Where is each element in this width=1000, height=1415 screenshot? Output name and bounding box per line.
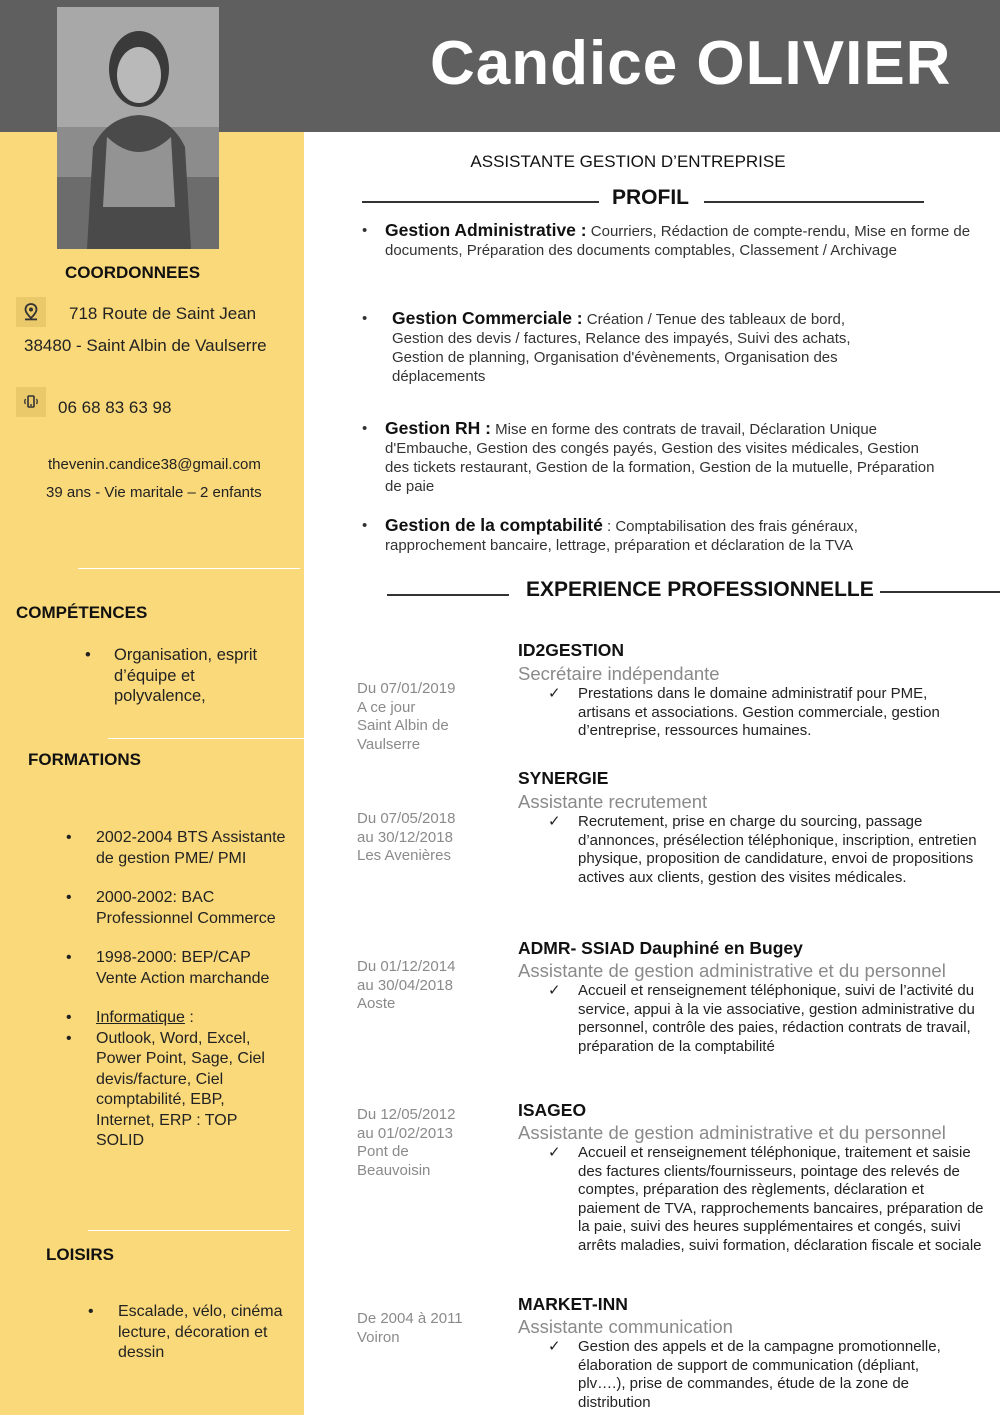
job-role: Assistante recrutement bbox=[518, 791, 708, 812]
job-date: De 2004 à 2011 Voiron bbox=[357, 1310, 463, 1346]
job-role: Assistante de gestion administrative et du personnel bbox=[518, 960, 946, 981]
job-date: Du 12/05/2012 au 01/02/2013 Pont de Beauvoisin bbox=[357, 1106, 456, 1179]
job-title: ASSISTANTE GESTION D’ENTREPRISE bbox=[470, 152, 786, 171]
formations-list bbox=[66, 828, 286, 1152]
address-line-2: 38480 - Saint Albin de Vaulserre bbox=[24, 336, 267, 355]
person-photo-icon bbox=[57, 7, 219, 249]
address-line-1: 718 Route de Saint Jean bbox=[69, 304, 257, 323]
list-item: • 2002-2004 BTS Assistante de gestion PME/ PMI bbox=[66, 829, 286, 867]
job-company: ID2GESTION bbox=[518, 640, 624, 660]
check-icon: ✓ bbox=[548, 1338, 561, 1355]
personal-info: 39 ans - Vie maritale – 2 enfants bbox=[46, 484, 262, 501]
section-line bbox=[362, 201, 599, 203]
competences-list bbox=[85, 645, 289, 726]
job-description: ✓ Prestations dans le domaine administratif pour PME, artisans et associations. Gestion commerciale, gestion d’entreprise, ressources humaines. bbox=[548, 685, 940, 739]
check-icon: ✓ bbox=[548, 685, 561, 702]
profil-item: • Gestion Administrative : Courriers, Rédaction de compte-rendu, Mise en forme de documents, Préparation des documents comptables, Classement / Archivage bbox=[362, 220, 971, 259]
section-line bbox=[704, 201, 924, 203]
profil-item: • Gestion de la comptabilité : Comptabilisation des frais généraux, rapprochement bancaire, lettrage, préparation et déclaration de la TVA bbox=[362, 515, 858, 554]
check-icon: ✓ bbox=[548, 1144, 561, 1161]
profil-item: • Gestion Commerciale : Création / Tenue des tableaux de bord, Gestion des devis / factures, Relance des impayés, Suivi des achats, Gestion de planning, Organisation d'évènements, Organisation des déplacements bbox=[362, 308, 851, 385]
competences-title: COMPÉTENCES bbox=[16, 603, 148, 622]
list-item: • Outlook, Word, Excel, Power Point, Sage, Ciel devis/facture, Ciel comptabilité, EBP, Internet, ERP : TOP SOLID bbox=[66, 1029, 265, 1149]
section-line bbox=[880, 591, 1000, 593]
job-role: Assistante communication bbox=[518, 1316, 733, 1337]
profil-item: • Gestion RH : Mise en forme des contrats de travail, Déclaration Unique d'Embauche, Gestion des congés payés, Gestion des visites médicales, Gestion des tickets restaurant, Gestion de la formation, Gestion de la mutuelle, Préparation de paie bbox=[362, 418, 935, 495]
sidebar-divider bbox=[108, 738, 304, 739]
job-company: SYNERGIE bbox=[518, 768, 609, 788]
job-company: ISAGEO bbox=[518, 1100, 587, 1120]
job-date: Du 01/12/2014 au 30/04/2018 Aoste bbox=[357, 958, 456, 1012]
sidebar-divider bbox=[78, 568, 300, 569]
location-pin-icon bbox=[16, 297, 46, 327]
job-description: ✓ Accueil et renseignement téléphonique, suivi de l’activité du service, appui à la vie associative, gestion administrative du personnel, contrôle des paies, rédaction contrats de travail, préparation de la comptabilité bbox=[548, 982, 975, 1055]
candidate-name: Candice OLIVIER bbox=[430, 29, 952, 98]
list-item: • 2000-2002: BAC Professionnel Commerce bbox=[66, 889, 276, 927]
job-role: Secrétaire indépendante bbox=[518, 663, 720, 684]
job-company: MARKET-INN bbox=[518, 1294, 628, 1314]
job-description: ✓ Recrutement, prise en charge du sourcing, passage d’annonces, présélection téléphonique, inscription, entretien physique, proposition de candidature, envoi de propositions actives aux clients, gestion des visites médicales. bbox=[548, 813, 977, 886]
job-role: Assistante de gestion administrative et du personnel bbox=[518, 1122, 946, 1143]
list-item: • Escalade, vélo, cinéma lecture, décoration et dessin bbox=[88, 1303, 283, 1361]
loisirs-title: LOISIRS bbox=[46, 1245, 115, 1264]
experience-title: EXPERIENCE PROFESSIONNELLE bbox=[526, 578, 874, 601]
coordonnees-title: COORDONNEES bbox=[65, 263, 201, 282]
list-item: • Organisation, esprit d’équipe et polyvalence, bbox=[85, 646, 258, 705]
profil-title: PROFIL bbox=[612, 186, 689, 209]
check-icon: ✓ bbox=[548, 982, 561, 999]
section-line bbox=[387, 594, 509, 596]
profile-photo bbox=[57, 7, 219, 249]
phone-icon bbox=[16, 387, 46, 417]
loisirs-list bbox=[88, 1302, 288, 1383]
job-description: ✓ Gestion des appels et de la campagne promotionnelle, élaboration de support de communication (dépliant, plv….), prise de commandes, étude de la zone de distribution bbox=[548, 1338, 941, 1411]
formations-title: FORMATIONS bbox=[28, 750, 142, 769]
sidebar-divider bbox=[88, 1230, 290, 1231]
job-description: ✓ Accueil et renseignement téléphonique, traitement et saisie des factures clients/fournisseurs, pointage des relevés de comptes, préparation des règlements, déclaration et paiement de TVA, rapprochements bancaires, préparation de la paie, suivi des heures supplémentaires et congés, suivi arrêts maladies, suivi formation, déclaration fiscale et sociale bbox=[548, 1144, 984, 1254]
check-icon: ✓ bbox=[548, 813, 561, 830]
job-company: ADMR- SSIAD Dauphiné en Bugey bbox=[518, 938, 803, 958]
phone-number: 06 68 83 63 98 bbox=[58, 398, 172, 417]
list-item: • 1998-2000: BEP/CAP Vente Action marchande bbox=[66, 949, 270, 987]
job-date: Du 07/05/2018 au 30/12/2018 Les Avenières bbox=[357, 810, 456, 864]
job-date: Du 07/01/2019 A ce jour Saint Albin de Vaulserre bbox=[357, 680, 456, 753]
list-item: • Informatique : bbox=[66, 1009, 194, 1026]
email: thevenin.candice38@gmail.com bbox=[48, 456, 261, 473]
